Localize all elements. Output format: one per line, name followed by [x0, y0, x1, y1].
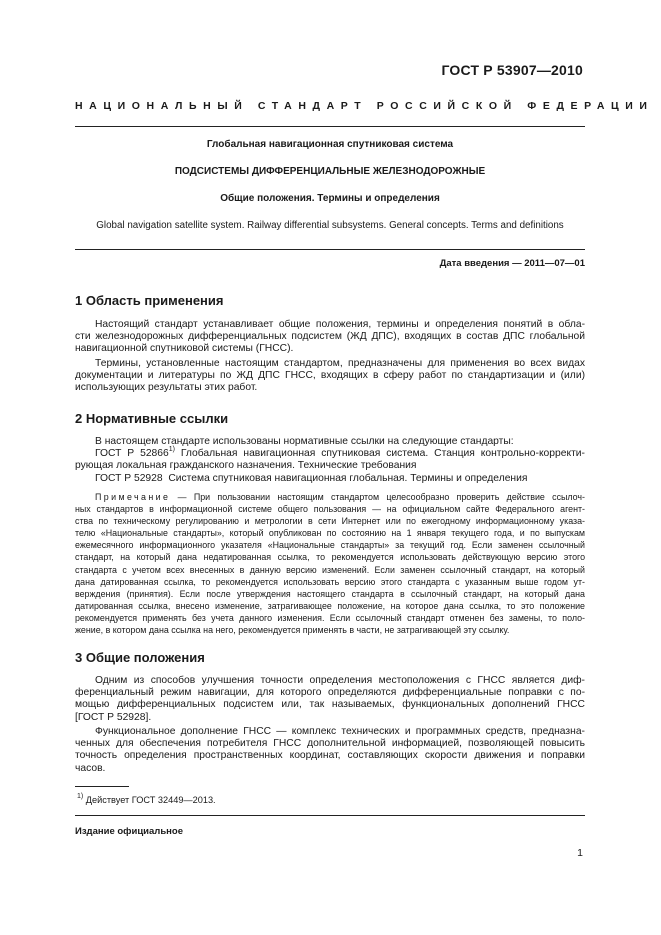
text-line: часов.: [75, 762, 106, 774]
page-number: 1: [577, 847, 583, 859]
note-line: дана датированная ссылка, то рекомендуется использовать версию этого стандарта с указанным выше годом ут-: [75, 576, 585, 587]
text-line: ференциальный режим навигации, для которого определяются дифференциальные поправки с по-: [75, 687, 585, 699]
note-text: — При пользовании настоящим стандартом целесообразно проверить действие ссылоч-: [170, 492, 585, 502]
title-line-3: Общие положения. Термины и определения: [220, 193, 440, 204]
text-line: точность определения пространственных координат, составляющих скорости движения и поправки: [75, 750, 585, 762]
note-label: Примечание: [95, 492, 171, 502]
introduction-date: Дата введения — 2011—07—01: [439, 258, 585, 269]
text-line: Одним из способов улучшения точности определения местоположения с ГНСС является диф-: [95, 675, 585, 686]
national-standard-banner: НАЦИОНАЛЬНЫЙ СТАНДАРТ РОССИЙСКОЙ ФЕДЕРАЦИИ: [75, 100, 654, 112]
title-english: Global navigation satellite system. Railway differential subsystems. General concepts. Terms and definitions: [96, 220, 564, 231]
reference-gost-52866-continued: рующая локальная гражданского назначения. Технические требования: [75, 460, 417, 472]
text-line: Настоящий стандарт устанавливает общие положения, термины и определения понятий в обла-: [95, 319, 585, 330]
note-line: ных стандартов в информационной системе общего пользования — на официальном сайте Федерального агент-: [75, 504, 585, 515]
text-line: ченных для обеспечения потребителя ГНСС дополнительной информацией, позволяющей повысить: [75, 738, 585, 750]
text-line: мощью дифференциальных подсистем или, так называемых, функциональных дополнений ГНСС: [75, 699, 585, 711]
title-line-2: ПОДСИСТЕМЫ ДИФФЕРЕНЦИАЛЬНЫЕ ЖЕЛЕЗНОДОРОЖНЫЕ: [174, 166, 486, 177]
title-line-1: Глобальная навигационная спутниковая система: [206, 139, 454, 150]
note-line: рекомендуется применять без учета данного изменения. Если ссылочный стандарт отменен без замены, то поло-: [75, 612, 585, 623]
text-line: Функциональное дополнение ГНСС — комплекс технических и программных средств, предназна-: [95, 726, 585, 737]
footnote: [77, 795, 216, 805]
note-line: датированная ссылка, внесено изменение, затрагивающее положение, на которое дана ссылка, то это положение: [75, 600, 585, 611]
text-line: навигационной спутниковой системы (ГНСС).: [75, 343, 294, 355]
note-line: стандарта с учетом всех внесенных в данную версию изменений. Если заменен ссылочный стандарт, на который: [75, 564, 585, 575]
reference-title: Глобальная навигационная спутниковая система. Станция контрольно-корректи-: [174, 448, 585, 460]
section-1-paragraph-1: [75, 319, 585, 356]
reference-code: ГОСТ Р 52866: [95, 448, 169, 460]
footnote-text: Действует ГОСТ 32449—2013.: [83, 795, 216, 805]
text-line: [ГОСТ Р 52928].: [75, 711, 152, 723]
section-1-heading: 1 Область применения: [75, 293, 224, 308]
footnote-mark: 1): [77, 793, 84, 800]
text-line: сти железнодорожных дифференциальных подсистем (ЖД ДПС), входящих в состав ДПС глобальной: [75, 331, 585, 343]
text-line: использующих результаты этих работ.: [75, 382, 258, 394]
divider-title: [75, 249, 585, 250]
text-line: Термины, установленные настоящим стандартом, предназначены для применения во всех видах: [95, 358, 585, 369]
section-3-paragraph-2: [75, 726, 585, 775]
text-line: документации и литературы по ЖД ДПС ГНСС, входящих в сферу работ по стандартизации и (или): [75, 370, 585, 382]
note-line: ежемесячного информационного указателя «Национальные стандарты» за текущий год. Если заменен ссылочный: [75, 540, 585, 551]
references-intro: В настоящем стандарте использованы нормативные ссылки на следующие стандарты:: [95, 436, 514, 447]
normative-references: [75, 436, 585, 485]
gost-number: ГОСТ Р 53907—2010: [441, 62, 583, 78]
note-line: жение, в котором дана ссылка на него, рекомендуется применять в части, не затрагивающей эту ссылку.: [75, 625, 510, 636]
footnote-mark: 1): [168, 446, 175, 454]
reference-gost-52928: ГОСТ Р 52928 Система спутниковая навигационная глобальная. Термины и определения: [95, 472, 528, 484]
section-3-paragraph-1: [75, 675, 585, 724]
note-line: стандарт, на который дана недатированная ссылка, то рекомендуется использовать действующую версию этого: [75, 552, 585, 563]
section-2-heading: 2 Нормативные ссылки: [75, 411, 229, 426]
footnote-divider: [75, 786, 129, 787]
note-line: [75, 491, 585, 503]
reference-gost-52866: [75, 448, 585, 460]
section-1-paragraph-2: [75, 358, 585, 395]
note-line: телю «Национальные стандарты», который опубликован по состоянию на 1 января текущего года, и по выпускам: [75, 528, 585, 539]
divider-bottom: [75, 815, 585, 816]
note-line: верждения (принятия). Если после утверждения настоящего стандарта в ссылочный стандарт, на который дана: [75, 588, 585, 599]
divider-top: [75, 126, 585, 127]
official-edition-label: Издание официальное: [75, 826, 183, 837]
note-line: ства по техническому регулированию и метрологии в сети Интернет или по ежегодному информационному указа-: [75, 516, 585, 527]
section-3-heading: 3 Общие положения: [75, 650, 205, 665]
references-note: [75, 491, 585, 636]
